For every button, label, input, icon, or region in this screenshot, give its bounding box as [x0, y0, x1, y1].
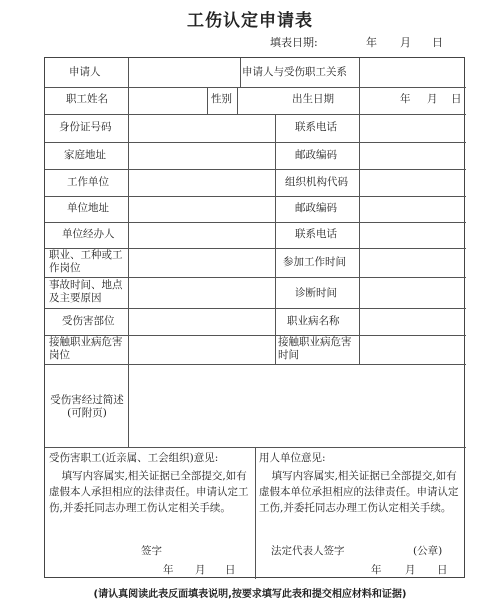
opinion-left-heading: 受伤害职工(近亲属、工会组织)意见:	[49, 452, 219, 464]
label-accident-info: 事故时间、地点及主要原因	[49, 279, 123, 304]
opinion-left-sign: 签字	[141, 545, 162, 557]
opinion-left-day: 日	[225, 564, 236, 576]
label-unit-handler: 单位经办人	[62, 228, 115, 240]
label-exposure-time: 接触职业病危害时间	[278, 336, 352, 361]
fill-date-label: 填表日期:	[270, 36, 318, 49]
opinion-right-body	[259, 468, 462, 516]
opinion-right-year: 年	[371, 564, 382, 576]
label-injured-part: 受伤害部位	[62, 315, 115, 327]
fill-date-day: 日	[432, 36, 443, 49]
label-occupation: 职业、工种或工作岗位	[49, 249, 123, 274]
row-divider	[45, 196, 466, 197]
form-footer-note: (请认真阅读此表反面填表说明,按要求填写此表和提交相应材料和证据)	[93, 589, 407, 600]
col-divider	[275, 114, 276, 365]
row-divider	[45, 277, 466, 278]
label-postal-code: 邮政编码	[295, 149, 337, 161]
label-birth-date: 出生日期	[292, 93, 334, 105]
col-divider	[207, 87, 208, 115]
opinion-left-body	[49, 468, 252, 516]
label-relationship: 申请人与受伤职工关系	[242, 66, 347, 78]
row-divider	[45, 114, 466, 115]
row-divider	[45, 169, 466, 170]
label-unit-phone: 联系电话	[295, 228, 337, 240]
label-unit-postal-code: 邮政编码	[295, 202, 337, 214]
fill-date-month: 月	[400, 36, 411, 49]
fill-date-year: 年	[366, 36, 377, 49]
birth-day: 日	[451, 93, 462, 105]
col-divider	[240, 58, 241, 88]
opinion-right-heading: 用人单位意见:	[259, 452, 326, 464]
col-divider	[255, 447, 256, 579]
label-exposure-position: 接触职业病危害岗位	[49, 336, 123, 361]
row-divider	[45, 364, 466, 365]
birth-year: 年	[400, 93, 411, 105]
row-divider	[45, 308, 466, 309]
label-org-code: 组织机构代码	[285, 176, 348, 188]
form-title: 工伤认定申请表	[187, 11, 313, 31]
application-form-table	[44, 57, 465, 578]
opinion-right-text: 填写内容属实,相关证据已全部提交,如有虚假本单位承担相应的法律责任。申请认定工伤,并委托同志办理工伤认定相关手续。	[259, 470, 459, 514]
opinion-left-year: 年	[163, 564, 174, 576]
opinion-right-month: 月	[405, 564, 416, 576]
col-divider	[237, 87, 238, 115]
opinion-left-text: 填写内容属实,相关证据已全部提交,如有虚假本人承担相应的法律责任。申请认定工伤,并委托同志办理工伤认定相关手续。	[49, 470, 249, 514]
row-divider	[45, 222, 466, 223]
label-applicant: 申请人	[69, 66, 101, 78]
label-phone: 联系电话	[295, 121, 337, 133]
label-diagnosis-time: 诊断时间	[295, 287, 337, 299]
opinion-left-month: 月	[195, 564, 206, 576]
label-employee-name: 职工姓名	[66, 93, 108, 105]
label-work-start: 参加工作时间	[283, 256, 346, 268]
label-work-unit: 工作单位	[67, 176, 109, 188]
row-divider	[45, 87, 466, 88]
birth-month: 月	[427, 93, 438, 105]
opinion-right-seal: (公章)	[413, 545, 443, 557]
opinion-right-day: 日	[437, 564, 448, 576]
label-id-number: 身份证号码	[59, 121, 112, 133]
col-divider	[359, 58, 360, 365]
label-unit-address: 单位地址	[67, 202, 109, 214]
label-injury-summary: 受伤害经过简述(可附页)	[50, 394, 124, 419]
col-divider	[128, 58, 129, 447]
row-divider	[45, 142, 466, 143]
label-disease-name: 职业病名称	[287, 315, 340, 327]
label-gender: 性别	[211, 93, 232, 105]
label-home-address: 家庭地址	[64, 149, 106, 161]
opinion-right-sign: 法定代表人签字	[271, 545, 345, 557]
